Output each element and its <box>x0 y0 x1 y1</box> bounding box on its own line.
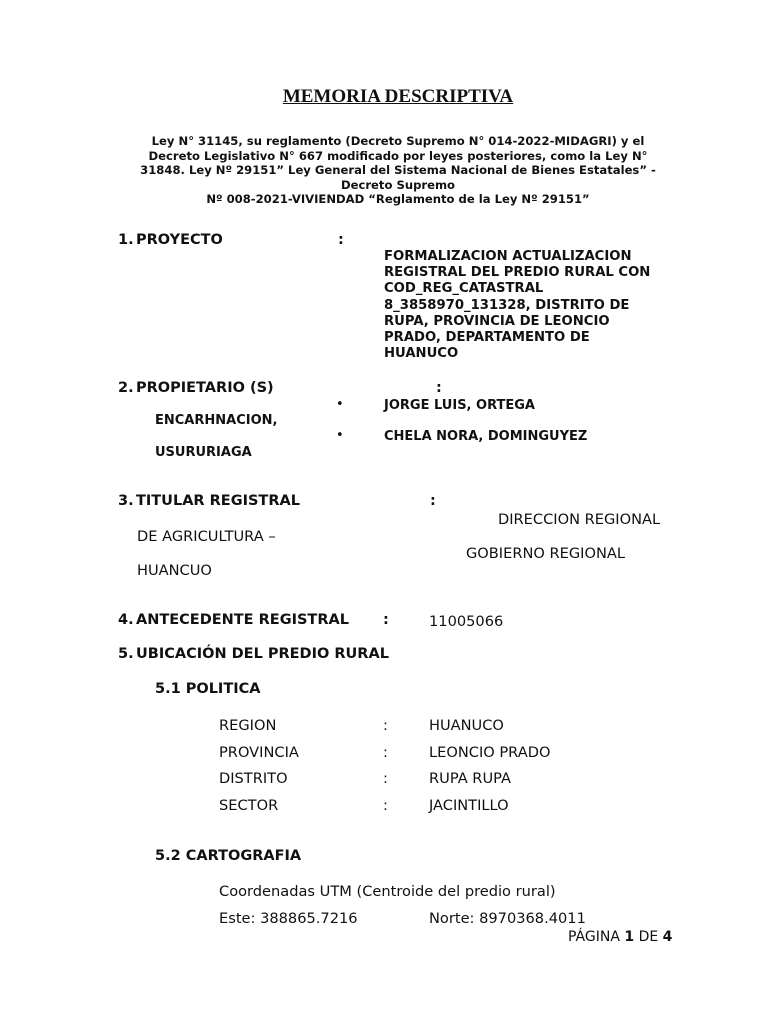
section-number: 4. <box>118 612 134 628</box>
titular-fragment: HUANCUO <box>137 562 212 579</box>
legal-line: Ley N° 31145, su reglamento (Decreto Supremo N° 014-2022-MIDAGRI) y el <box>151 134 645 148</box>
section-label: TITULAR REGISTRAL <box>136 493 300 509</box>
legal-line: Decreto Legislativo N° 667 modificado por leyes posteriores, como la Ley N° <box>148 148 648 163</box>
section-label: ANTECEDENTE REGISTRAL <box>136 612 349 628</box>
project-line: PRADO, DEPARTAMENTO DE <box>384 330 590 346</box>
bullet-icon: • <box>336 428 344 443</box>
location-label: DISTRITO <box>219 770 288 787</box>
section-number: 1. <box>118 232 134 248</box>
location-value: JACINTILLO <box>429 797 509 814</box>
project-line: REGISTRAL DEL PREDIO RURAL CON <box>384 265 651 281</box>
location-colon: : <box>383 797 388 814</box>
project-line: COD_REG_CATASTRAL <box>384 281 544 297</box>
section-number: 5. <box>118 646 134 662</box>
titular-fragment: DIRECCION REGIONAL <box>498 511 661 528</box>
location-colon: : <box>383 717 388 734</box>
utm-caption: Coordenadas UTM (Centroide del predio rural) <box>219 883 556 900</box>
subsection-politica-heading: 5.1 POLITICA <box>155 681 261 697</box>
registry-number: 11005066 <box>429 613 504 630</box>
location-label: SECTOR <box>219 797 279 814</box>
legal-line: Nº 008-2021-VIVIENDAD “Reglamento de la Ley Nº 29151” <box>206 192 590 206</box>
location-value: HUANUCO <box>429 717 504 734</box>
legal-references <box>100 134 696 207</box>
owner-continuation: USURURIAGA <box>155 445 252 460</box>
section-4-colon: : <box>383 612 389 628</box>
titular-fragment: DE AGRICULTURA – <box>137 528 276 545</box>
section-4-heading <box>118 612 349 628</box>
section-number: 3. <box>118 493 134 509</box>
section-1-heading <box>118 232 223 248</box>
section-2-heading <box>118 380 274 396</box>
location-value: LEONCIO PRADO <box>429 744 551 761</box>
titular-fragment: GOBIERNO REGIONAL <box>466 545 626 562</box>
section-1-colon: : <box>338 232 344 248</box>
project-line: HUANUCO <box>384 346 459 362</box>
owner-continuation: ENCARHNACION, <box>155 413 278 428</box>
page-word: PÁGINA <box>568 929 620 945</box>
location-colon: : <box>383 770 388 787</box>
legal-line: 31848. Ley Nº 29151” Ley General del Sistema Nacional de Bienes Estatales” - <box>140 163 656 177</box>
subsection-cartografia-heading: 5.2 CARTOGRAFIA <box>155 848 302 864</box>
page-current: 1 <box>624 929 635 945</box>
section-number: 2. <box>118 380 134 396</box>
section-3-colon: : <box>430 493 436 509</box>
section-5-heading <box>118 646 389 662</box>
section-label: PROPIETARIO (S) <box>136 380 274 396</box>
project-line: 8_3858970_131328, DISTRITO DE <box>384 297 630 313</box>
section-3-heading <box>118 493 300 509</box>
location-value: RUPA RUPA <box>429 770 511 787</box>
bullet-icon: • <box>336 397 344 412</box>
section-2-colon: : <box>436 380 442 396</box>
project-description <box>384 249 704 362</box>
page-total: 4 <box>662 929 673 945</box>
page-number <box>568 929 672 945</box>
utm-este: Este: 388865.7216 <box>219 910 358 927</box>
utm-norte: Norte: 8970368.4011 <box>429 910 586 927</box>
location-colon: : <box>383 744 388 761</box>
section-label: UBICACIÓN DEL PREDIO RURAL <box>136 646 389 662</box>
owner-name: CHELA NORA, DOMINGUYEZ <box>384 429 588 444</box>
project-line: RUPA, PROVINCIA DE LEONCIO <box>384 313 610 329</box>
owner-name: JORGE LUIS, ORTEGA <box>384 398 535 413</box>
section-label: PROYECTO <box>136 232 223 248</box>
location-label: REGION <box>219 717 277 734</box>
location-label: PROVINCIA <box>219 744 299 761</box>
project-line: FORMALIZACION ACTUALIZACION <box>384 249 632 264</box>
document-title: MEMORIA DESCRIPTIVA <box>282 86 514 107</box>
legal-line: Decreto Supremo <box>340 177 455 192</box>
of-word: DE <box>638 929 659 945</box>
